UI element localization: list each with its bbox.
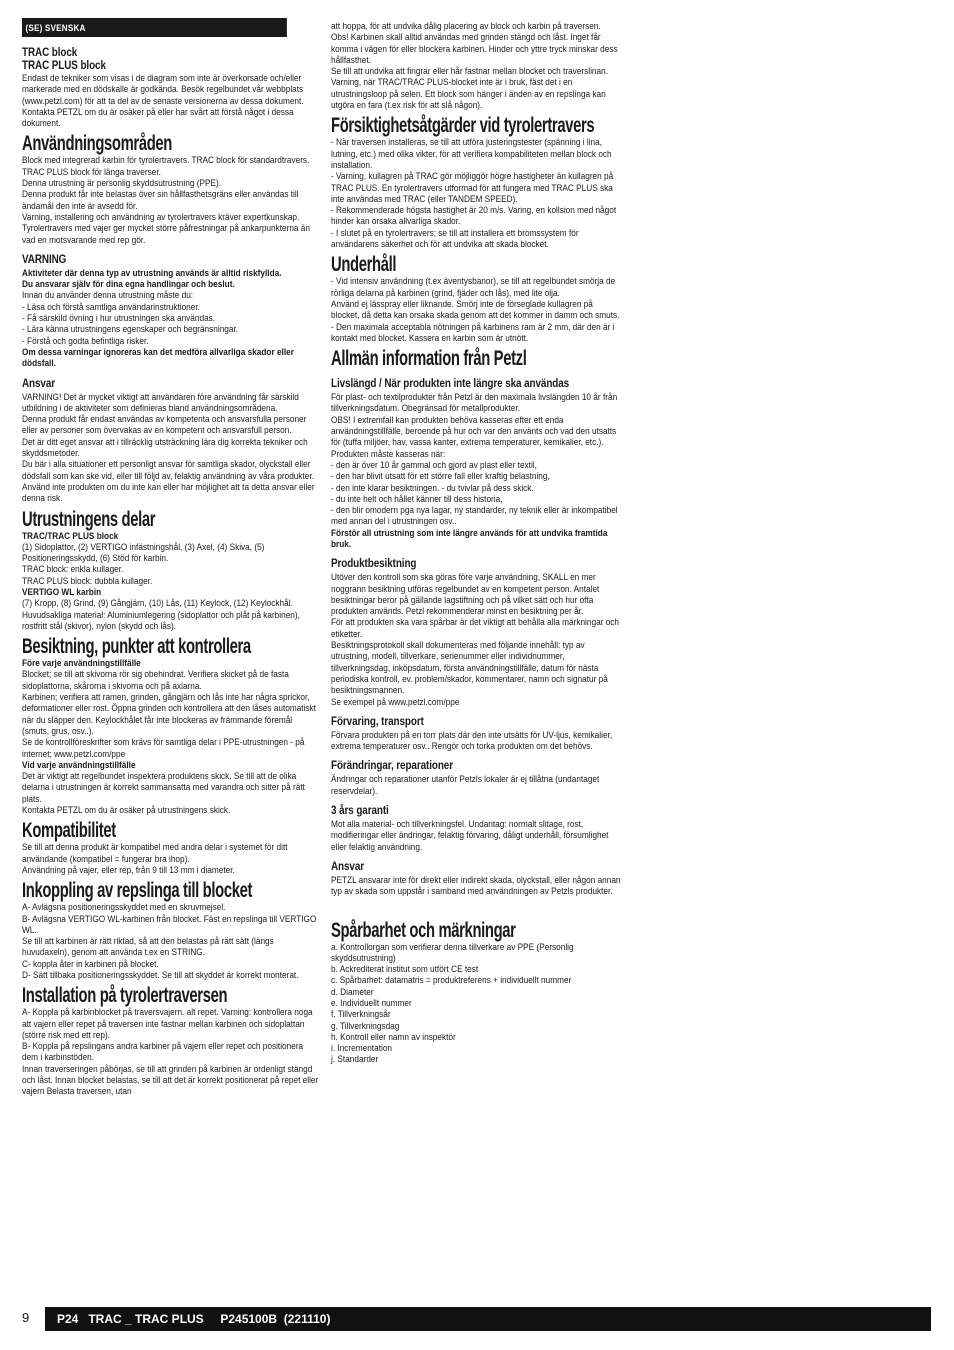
paragraph: Innan traverseringen påbörjas, se till att grinden på karbinen är ordenligt stängd och låst. Innan blocket belastas, se till att det är korrekt positionerat på repet eller vajern Belasta traversen, utan (22, 1063, 319, 1098)
paragraph: Se till att karbinen är rätt riktad, så att den belastas på rätt sätt (längs huvudaxeln), genom att använda t.ex en STRING. (22, 936, 274, 959)
paragraph: Ändringar och reparationer utanför Petzls lokaler är ej tillåtna (undantaget reservdelar). (331, 774, 600, 797)
paragraph: Block med integrerad karbin för tyrolertravers. TRAC block för standardtravers. TRAC PLUS block för länga traverser. (22, 155, 310, 178)
paragraph: A- Koppla på karbinblocket på traversvajern. alt repet. Varning: kontrollera noga att vajern eller repet på traversen inte fastnar mellan karbinen och sidoplattan (större risk med ett rep). (22, 1007, 313, 1041)
paragraph: - Förstå och godta befintliga risker. (22, 335, 149, 347)
paragraph: i. Incrementation (331, 1043, 393, 1055)
bold-paragraph: Du ansvarar själv för dina egna handlingar och beslut. (22, 279, 235, 291)
bold-paragraph: TRAC/TRAC PLUS block (22, 530, 119, 542)
section-heading: Spårbarhet och märkningar (331, 918, 516, 942)
paragraph: Obs! Karbinen skall alltid användas med grinden stängd och låst. Inget får komma i vägen för eller blockera karbinen. Hinder och yttre tryck minskar dess hållfasthet. (331, 32, 618, 66)
section-heading: Inkoppling av repslinga till blocket (22, 879, 253, 903)
paragraph: b. Ackrediterat institut som utfört CE test (331, 964, 479, 976)
paragraph: att hoppa, för att undvika dålig placering av block och karbin på traversen. (331, 21, 601, 32)
paragraph: Se exempel på www.petzl.com/ppe (331, 696, 460, 708)
paragraph: B- Koppla på repslingans andra karbiner på vajern eller repet och positionera dem i karbinstöden. (22, 1041, 304, 1064)
paragraph: Se de kontrollföreskrifter som krävs för samtliga delar i PPE-utrustningen - på internet; www.petzl.com/ppe (22, 737, 305, 760)
paragraph: - den inte klarar besiktningen. - du tvivlar på dess skick. (331, 482, 534, 494)
paragraph: e. Individuellt nummer (331, 998, 412, 1009)
paragraph: Kontakta PETZL om du är osäker på utrustningens skick. (22, 805, 231, 817)
paragraph: - Varning, kullagren på TRAC gör möjliggör högre hastigheter än kullagren på TRAC PLUS. En tyrolertravers utformad för att fungera med TRAC PLUS ska inte användas med TRAC (eller TANDEM SPEED). (331, 171, 614, 205)
paragraph: - den är över 10 år gammal och gjord av plast eller textil, (331, 459, 537, 471)
product-title: TRAC block (22, 47, 78, 59)
paragraph: Denna produkt får inte belastas över sin hållfasthetsgräns eller användas till ändamål den inte är avsedd för. (22, 189, 299, 212)
paragraph: - den har blivit utsatt för ett större fall eller kraftig belastning, (331, 471, 550, 483)
page-number: 9 (22, 1310, 30, 1325)
paragraph: Besiktningsprotokoll skall dokumenteras med följande innehåll: typ av utrustning, modell, tillverkare, serienummer eller individnummer, tillverkningsdag, inköpsdatum, första användningstillfälle, datum för nästa periodiska kontroll, ev. problem/skador, kommentarer, namn och signatur på besiktningsmannen. (331, 640, 608, 697)
subsection-heading: Förvaring, transport (331, 715, 424, 728)
paragraph: Se till att undvika att fingrar eller hår fastnar mellan blocket och traverslinan. (331, 66, 609, 78)
paragraph: Se till att denna produkt är kompatibel med andra delar i systemet för ditt användande (kompatibel = fungerar bra ihop). (22, 842, 288, 865)
paragraph: TRAC PLUS block: dubbla kullager. (22, 575, 153, 587)
paragraph: d. Diameter (331, 986, 374, 998)
paragraph: För plast- och textilprodukter från Petzl är den maximala livslängden 10 år från tillverkningsdatum. Obegränsad för metallprodukter. (331, 392, 618, 415)
paragraph: Karbinen; verifiera att ramen, grinden, gångjärn och lås inte har några sprickor, deformationer eller rost. Öppna grinden och kontrollera att den låses automatiskt när du släpper den. Keylockhålet får inte blockeras av främmande föremål (smuts, grus, osv..). (22, 692, 316, 737)
paragraph: f. Tillverkningsår (331, 1009, 391, 1021)
paragraph: - Rekommenderade högsta hastighet är 20 m/s. Varing, en kollsion med något hinder kan orsaka allvarliga skador. (331, 205, 617, 228)
subsection-heading: Ansvar (22, 377, 56, 390)
paragraph: A- Avlägsna positioneringsskyddet med en skruvmejsel. (22, 902, 226, 914)
paragraph: PETZL ansvarar inte för direkt eller indirekt skada, olyckstall, eller någon annan typ av skada som uppstår i samband med användningen av Petzls produkter. (331, 874, 621, 898)
bold-paragraph: Före varje användningstillfälle (22, 658, 141, 670)
paragraph: Denna utrustning är personlig skyddsutrustning (PPE). (22, 178, 222, 190)
left-column (22, 18, 320, 1098)
section-heading: Installation på tyrolertraversen (22, 984, 228, 1008)
paragraph: D- Sätt tillbaka positioneringsskyddet. Se till att skyddet är korrekt monterat. (22, 970, 299, 981)
paragraph: OBS! I extremfall kan produkten behöva kasseras efter ett enda användningstillfälle, beroende på hur och var den använts och vad den utsatts för (tuffa miljöer, hav, vassa kanter, extrema temperaturer, kemikalier, etc.). (331, 414, 617, 449)
section-heading: Allmän information från Petzl (331, 347, 527, 371)
paragraph: - du inte helt och hållet känner till dess historia, (331, 493, 503, 505)
paragraph: g. Tillverkningsdag (331, 1020, 400, 1032)
paragraph: Utöver den kontroll som ska göras före varje användning, SKALL en mer noggrann besiktning utföras regelbundet av en kompetent person. Antalet besiktningar beror på gällande lagstiftning och på vilket sätt och hur ofta produkten används. Petzl rekommenderar minst en besiktning per år. (331, 572, 600, 618)
paragraph: Använd ej lässpray eller liknande. Smörj inte de förseglade kullagren på blocket, då detta kan orsaka skada genom att det kommer in damm och smuts. (331, 298, 620, 322)
paragraph: c. Spårbarhet: datamatris = produktreferens + individuellt nummer (331, 975, 572, 987)
paragraph: Varning, när TRAC/TRAC PLUS-blocket inte är i bruk, fäst det i en utrustningsloop på selen. Ett block som hänger i änden av en repslinga kan utgöra en fara (t.ex risk för att slå någon). (331, 77, 606, 112)
product-title: TRAC PLUS block (22, 60, 106, 72)
bold-paragraph: Vid varje användningstillfälle (22, 759, 136, 771)
paragraph: - I slutet på en tyrolertravers; se till att installera ett bromssystem för användarens säkerhet och för att undvika att skada blocket. (331, 227, 579, 251)
paragraph: a. Kontrollorgan som verifierar denna tillverkare av PPE (Personlig skyddsutrustning) (331, 941, 574, 964)
paragraph: - När traversen installeras, se till att utföra justeringstester (spänning i lina, lutning, etc.) med olika vikter, för att verifiera kompabiliteten mellan block och installation. (331, 137, 612, 171)
paragraph: Denna produkt får endast användas av kompetenta och ansvarsfulla personer eller av personer som övervakas av en kompetent och ansvarsfull person. (22, 414, 307, 437)
subsection-heading: Livslängd / När produkten inte längre ska användas (331, 378, 570, 391)
subsection-heading: Produktbesiktning (331, 558, 417, 571)
paragraph: C- koppla åter in karbinen på blocket. (22, 958, 159, 970)
paragraph: Produkten måste kasseras när: (331, 448, 446, 460)
bold-paragraph: VERTIGO WL karbin (22, 586, 102, 598)
paragraph: Du bär i alla situationer ett personligt ansvar för samtliga skador, olyckstall eller dödsfall som kan ske vid, eller till följd av, felaktig användning av våra produkter. Använd inte produkten om du inte kan eller har möjlighet att ta detta ansvar eller denna risk. (22, 459, 315, 505)
subsection-heading: VARNING (22, 253, 67, 266)
paragraph: - Vid intensiv användning (t.ex äventysbanor), se till att regelbundet smörja de rörliga delarna på karbinen (grind, fjäder och lås), med lite olja. (331, 276, 616, 299)
paragraph: - Lära känna utrustningens egenskaper och begränsningar. (22, 324, 239, 336)
section-heading: Besiktning, punkter att kontrollera (22, 635, 251, 659)
paragraph: j. Standarder (331, 1054, 379, 1066)
paragraph: - Läsa och förstå samtliga användarinstruktioner. (22, 301, 200, 313)
footer-bar (45, 1307, 931, 1331)
paragraph: Innan du använder denna utrustning måste du: (22, 290, 194, 302)
section-heading: Användningsområden (22, 132, 172, 156)
paragraph: Blocket; se till att skivorna rör sig obehindrat. Verifiera skicket på de fasta sidoplattorna, skårorna i skivorna och på axlarna. (22, 669, 289, 692)
right-column (331, 21, 623, 1066)
paragraph: Förvara produkten på en torr plats där den inte utsätts för UV-ljus, kemikalier, extrema temperaturer osv.. Rengör och torka produkten om det behövs. (331, 729, 613, 753)
paragraph: Varning, installering och användning av tyrolertravers kräver expertkunskap. Tyrolertravers med vajer ger mycket större påfrestningar på ankarpunkterna än vad en motsvarande med rep gör. (22, 211, 310, 246)
paragraph: - Få särskild övning i hur utrustningen ska användas. (22, 313, 216, 325)
bold-paragraph: Aktiviteter där denna typ av utrustning används är alltid riskfyllda. (22, 267, 282, 279)
paragraph: (7) Kropp, (8) Grind, (9) Gångjärn, (10) Lås, (11) Keylock, (12) Keylockhål. (22, 598, 293, 610)
section-heading: Kompatibilitet (22, 819, 116, 843)
paragraph: Användning på vajer, eller rep, från 9 till 13 mm i diameter. (22, 864, 235, 876)
paragraph: Det är viktigt att regelbundet inspektera produktens skick. Se till att de olika delarna i utrustningen är korrekt sammansatta med varandra och sitter på rätt plats. (22, 771, 305, 805)
paragraph: Kontakta PETZL om du är osäker på eller har svårt att förstå något i dessa dokument. (22, 106, 294, 130)
paragraph: VARNING! Det är mycket viktigt att användaren före användning får särskild utbildning i de aktiviteter som definieras bland användningsområdena. (22, 391, 299, 414)
footer-text: P24 TRAC _ TRAC PLUS P245100B (221110) (57, 1312, 331, 1326)
paragraph: (1) Sidoplattor, (2) VERTIGO infästningshål, (3) Axel, (4) Skiva, (5) Positioneringsskydd, (6) Stöd för karbin. (22, 541, 265, 565)
bold-paragraph: Förstör all utrustning som inte längre används för att undvika framtida bruk. (331, 527, 608, 550)
section-heading: Underhåll (331, 253, 397, 277)
subsection-heading: 3 års garanti (331, 805, 389, 818)
right-column-body (331, 21, 623, 1066)
paragraph: h. Kontroll eller namn av inspektör (331, 1031, 456, 1043)
paragraph: B- Avlägsna VERTIGO WL-karbinen från blocket. Fäst en repslinga till VERTIGO WL. (22, 913, 317, 936)
paragraph: Endast de tekniker som visas i de diagram som inte är överkorsade och/eller markerade med en dödskalle är godkända. Besök regelbundet vår webbplats (www.petzl.com) för att ta del av de senaste versionerna av dessa dokument. (22, 73, 304, 107)
paragraph: TRAC block: enkla kullager. (22, 564, 124, 576)
paragraph: Mot alla material- och tillverkningsfel. Undantag: normalt slitage, rost, modifieringar eller ändringar, felaktig förvaring, dåligt underhåll, försumlighet eller felaktig användning. (331, 819, 609, 853)
paragraph: - Den maximala acceptabla nötningen på karbinens ram är 2 mm, där den är i kontakt med blocket. Kassera en karbin som är utnött. (331, 321, 615, 344)
spacer (331, 898, 623, 916)
subsection-heading: Förändringar, reparationer (331, 760, 453, 773)
paragraph: För att produkten ska vara spårbar är det viktigt att behålla alla märkningar och etiketter. (331, 617, 620, 640)
section-heading: Försiktighetsåtgärder vid tyrolertravers (331, 114, 595, 138)
section-heading: Utrustningens delar (22, 507, 156, 531)
bold-paragraph: Om dessa varningar ignoreras kan det medföra allvarliga skador eller dödsfall. (22, 346, 294, 370)
left-column-body (22, 47, 320, 1098)
paragraph: - den blir omodern pga nya lagar, ny standarder, ny teknik eller är inkompatibel med annan del i utrustningen osv.. (331, 505, 618, 528)
subsection-heading: Ansvar (331, 860, 365, 873)
paragraph: Det är ditt eget ansvar att i tillräcklig utsträckning lära dig korrekta tekniker och skyddsmetoder. (22, 436, 308, 460)
paragraph: Huvudsakliga material: Aluminiumlegering (sidoplattor och plåt på karbinen), rostfritt stål (skivor), nylon (skydd och lås). (22, 609, 300, 632)
language-tag: (SE) SVENSKA (22, 18, 287, 37)
